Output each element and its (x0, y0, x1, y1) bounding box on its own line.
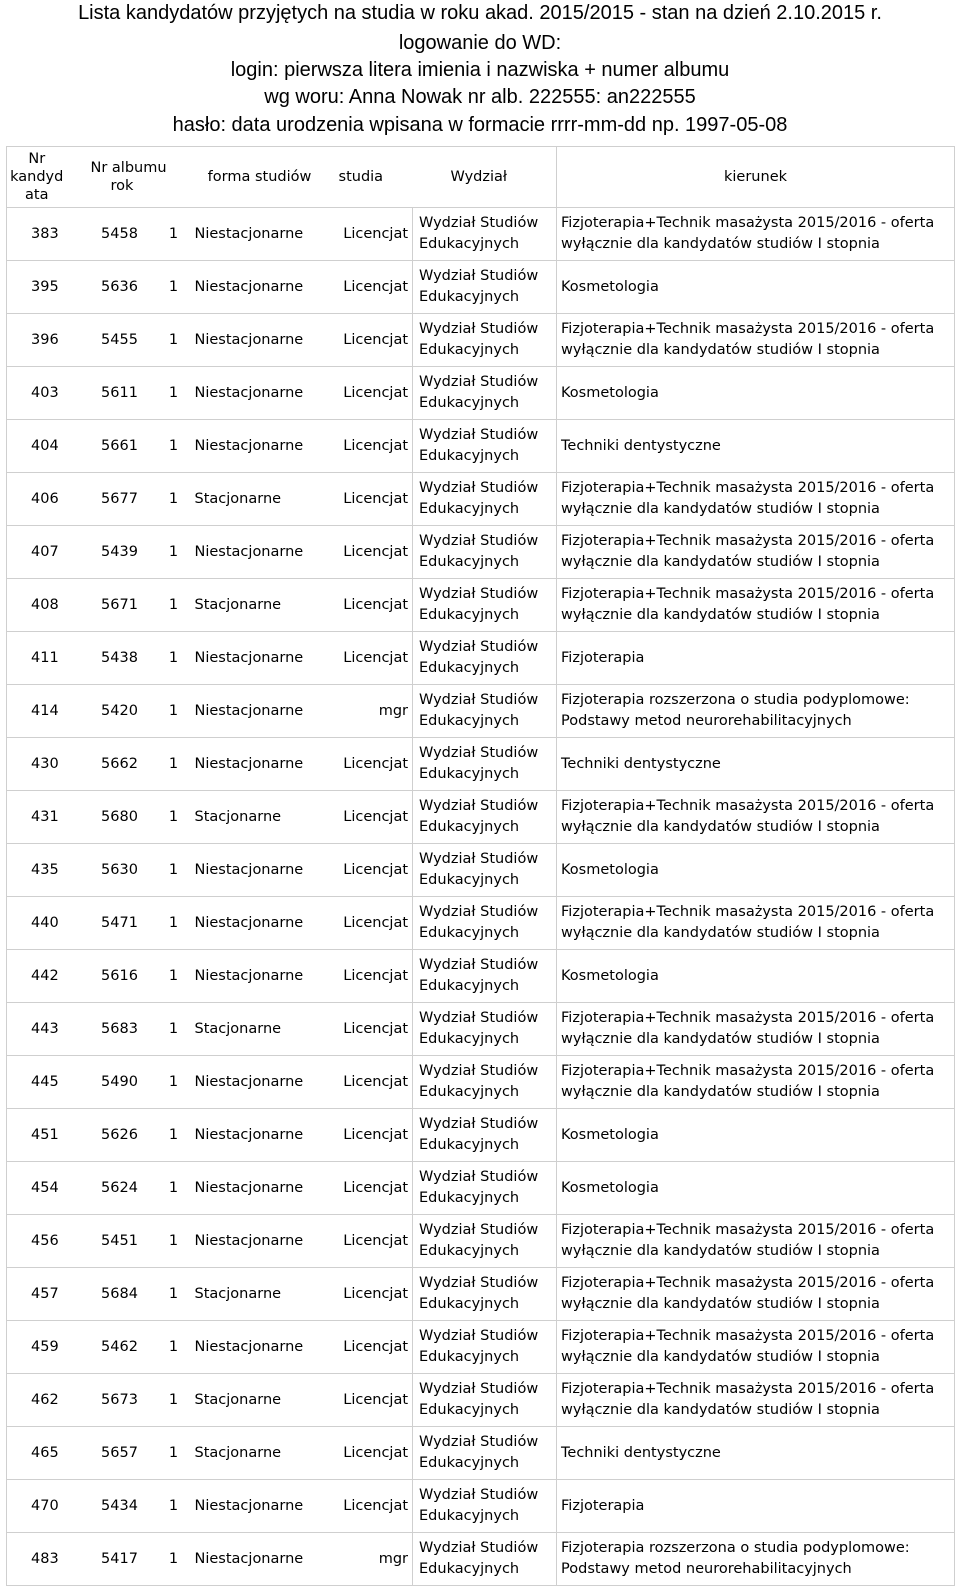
cell-studia: Licencjat (327, 632, 413, 685)
cell-rok: 1 (155, 1109, 193, 1162)
cell-album: 5434 (85, 1480, 155, 1533)
cell-forma: Stacjonarne (193, 473, 327, 526)
cell-nr: 408 (7, 579, 85, 632)
cell-nr: 411 (7, 632, 85, 685)
cell-kierunek: Fizjoterapia (557, 632, 955, 685)
table-row (7, 1162, 955, 1215)
cell-wydzial: Wydział Studiów Edukacyjnych (413, 685, 557, 738)
table-header (7, 147, 955, 208)
cell-album: 5451 (85, 1215, 155, 1268)
cell-rok: 1 (155, 1162, 193, 1215)
cell-wydzial: Wydział Studiów Edukacyjnych (413, 261, 557, 314)
cell-wydzial: Wydział Studiów Edukacyjnych (413, 1533, 557, 1586)
cell-forma: Niestacjonarne (193, 1109, 327, 1162)
cell-nr: 470 (7, 1480, 85, 1533)
cell-kierunek: Techniki dentystyczne (557, 420, 955, 473)
cell-studia: Licencjat (327, 897, 413, 950)
cell-nr: 431 (7, 791, 85, 844)
cell-nr: 454 (7, 1162, 85, 1215)
cell-wydzial: Wydział Studiów Edukacyjnych (413, 420, 557, 473)
cell-rok: 1 (155, 579, 193, 632)
table-row (7, 314, 955, 367)
cell-forma: Niestacjonarne (193, 1480, 327, 1533)
cell-wydzial: Wydział Studiów Edukacyjnych (413, 1056, 557, 1109)
cell-kierunek: Fizjoterapia+Technik masażysta 2015/2016 - oferta wyłącznie dla kandydatów studiów I stopnia (557, 897, 955, 950)
cell-rok: 1 (155, 208, 193, 261)
table-row (7, 1533, 955, 1586)
cell-wydzial: Wydział Studiów Edukacyjnych (413, 791, 557, 844)
table-row (7, 1480, 955, 1533)
cell-studia: Licencjat (327, 1056, 413, 1109)
cell-nr: 406 (7, 473, 85, 526)
cell-studia: Licencjat (327, 1268, 413, 1321)
table-row (7, 844, 955, 897)
cell-studia: Licencjat (327, 526, 413, 579)
cell-studia: Licencjat (327, 1374, 413, 1427)
cell-album: 5458 (85, 208, 155, 261)
cell-rok: 1 (155, 1480, 193, 1533)
cell-wydzial: Wydział Studiów Edukacyjnych (413, 1003, 557, 1056)
table-row (7, 950, 955, 1003)
cell-nr: 451 (7, 1109, 85, 1162)
table-row (7, 1427, 955, 1480)
cell-nr: 440 (7, 897, 85, 950)
cell-nr: 442 (7, 950, 85, 1003)
cell-studia: Licencjat (327, 1480, 413, 1533)
cell-kierunek: Fizjoterapia+Technik masażysta 2015/2016 - oferta wyłącznie dla kandydatów studiów I stopnia (557, 1374, 955, 1427)
cell-forma: Stacjonarne (193, 1003, 327, 1056)
table-row (7, 738, 955, 791)
cell-studia: Licencjat (327, 1321, 413, 1374)
table-row (7, 1374, 955, 1427)
cell-nr: 407 (7, 526, 85, 579)
cell-wydzial: Wydział Studiów Edukacyjnych (413, 367, 557, 420)
cell-forma: Niestacjonarne (193, 314, 327, 367)
cell-kierunek: Fizjoterapia+Technik masażysta 2015/2016 - oferta wyłącznie dla kandydatów studiów I stopnia (557, 1003, 955, 1056)
cell-forma: Niestacjonarne (193, 367, 327, 420)
table-row (7, 685, 955, 738)
cell-kierunek: Fizjoterapia rozszerzona o studia podyplomowe: Podstawy metod neurorehabilitacyjnych (557, 685, 955, 738)
cell-nr: 483 (7, 1533, 85, 1586)
cell-kierunek: Kosmetologia (557, 367, 955, 420)
cell-rok: 1 (155, 1374, 193, 1427)
cell-album: 5471 (85, 897, 155, 950)
cell-wydzial: Wydział Studiów Edukacyjnych (413, 1321, 557, 1374)
cell-album: 5657 (85, 1427, 155, 1480)
cell-rok: 1 (155, 526, 193, 579)
table-row (7, 473, 955, 526)
table-row (7, 367, 955, 420)
col-album-header (85, 147, 193, 208)
cell-kierunek: Kosmetologia (557, 844, 955, 897)
cell-forma: Niestacjonarne (193, 1533, 327, 1586)
cell-wydzial: Wydział Studiów Edukacyjnych (413, 1215, 557, 1268)
cell-forma: Niestacjonarne (193, 1056, 327, 1109)
cell-wydzial: Wydział Studiów Edukacyjnych (413, 738, 557, 791)
col-forma-header: forma studiów (193, 147, 327, 208)
table-row (7, 1003, 955, 1056)
cell-nr: 456 (7, 1215, 85, 1268)
cell-studia: Licencjat (327, 1109, 413, 1162)
cell-album: 5439 (85, 526, 155, 579)
cell-rok: 1 (155, 1427, 193, 1480)
cell-rok: 1 (155, 314, 193, 367)
cell-kierunek: Fizjoterapia+Technik masażysta 2015/2016 - oferta wyłącznie dla kandydatów studiów I stopnia (557, 579, 955, 632)
cell-forma: Niestacjonarne (193, 261, 327, 314)
cell-album: 5630 (85, 844, 155, 897)
cell-forma: Stacjonarne (193, 579, 327, 632)
cell-album: 5438 (85, 632, 155, 685)
cell-kierunek: Kosmetologia (557, 1109, 955, 1162)
table-row (7, 261, 955, 314)
cell-studia: Licencjat (327, 791, 413, 844)
cell-kierunek: Fizjoterapia+Technik masażysta 2015/2016 - oferta wyłącznie dla kandydatów studiów I stopnia (557, 1268, 955, 1321)
cell-wydzial: Wydział Studiów Edukacyjnych (413, 526, 557, 579)
cell-nr: 414 (7, 685, 85, 738)
cell-studia: Licencjat (327, 314, 413, 367)
cell-album: 5636 (85, 261, 155, 314)
cell-rok: 1 (155, 844, 193, 897)
cell-forma: Stacjonarne (193, 1427, 327, 1480)
cell-rok: 1 (155, 632, 193, 685)
cell-rok: 1 (155, 1215, 193, 1268)
cell-album: 5455 (85, 314, 155, 367)
cell-kierunek: Fizjoterapia rozszerzona o studia podyplomowe: Podstawy metod neurorehabilitacyjnych (557, 1533, 955, 1586)
cell-studia: Licencjat (327, 1215, 413, 1268)
cell-forma: Niestacjonarne (193, 526, 327, 579)
cell-nr: 457 (7, 1268, 85, 1321)
cell-studia: Licencjat (327, 738, 413, 791)
cell-nr: 395 (7, 261, 85, 314)
cell-studia: mgr (327, 1533, 413, 1586)
cell-studia: Licencjat (327, 420, 413, 473)
cell-forma: Niestacjonarne (193, 1215, 327, 1268)
cell-album: 5417 (85, 1533, 155, 1586)
col-studia-header: studia (327, 147, 413, 208)
login-rule: login: pierwsza litera imienia i nazwiska + numer albumu (230, 59, 730, 81)
cell-rok: 1 (155, 1533, 193, 1586)
cell-rok: 1 (155, 738, 193, 791)
cell-wydzial: Wydział Studiów Edukacyjnych (413, 1480, 557, 1533)
cell-rok: 1 (155, 1321, 193, 1374)
cell-nr: 383 (7, 208, 85, 261)
cell-nr: 403 (7, 367, 85, 420)
table-row (7, 420, 955, 473)
cell-studia: Licencjat (327, 261, 413, 314)
table-row (7, 897, 955, 950)
cell-studia: Licencjat (327, 579, 413, 632)
cell-album: 5616 (85, 950, 155, 1003)
cell-forma: Niestacjonarne (193, 738, 327, 791)
cell-studia: mgr (327, 685, 413, 738)
table-row (7, 1268, 955, 1321)
cell-wydzial: Wydział Studiów Edukacyjnych (413, 314, 557, 367)
cell-rok: 1 (155, 1056, 193, 1109)
cell-kierunek: Fizjoterapia+Technik masażysta 2015/2016 - oferta wyłącznie dla kandydatów studiów I stopnia (557, 208, 955, 261)
table-row (7, 579, 955, 632)
cell-album: 5677 (85, 473, 155, 526)
cell-album: 5662 (85, 738, 155, 791)
cell-wydzial: Wydział Studiów Edukacyjnych (413, 1374, 557, 1427)
cell-forma: Stacjonarne (193, 1268, 327, 1321)
cell-rok: 1 (155, 1003, 193, 1056)
table-row (7, 1056, 955, 1109)
table-row (7, 1321, 955, 1374)
col-album-label: Nr albumu (90, 160, 167, 176)
cell-forma: Niestacjonarne (193, 950, 327, 1003)
cell-forma: Stacjonarne (193, 791, 327, 844)
cell-album: 5683 (85, 1003, 155, 1056)
password-rule: hasło: data urodzenia wpisana w formacie rrrr-mm-dd np. 1997-05-08 (172, 114, 788, 136)
cell-album: 5673 (85, 1374, 155, 1427)
cell-kierunek: Kosmetologia (557, 1162, 955, 1215)
col-nr-header: Nr kandydata (7, 147, 85, 208)
cell-kierunek: Fizjoterapia+Technik masażysta 2015/2016 - oferta wyłącznie dla kandydatów studiów I stopnia (557, 791, 955, 844)
login-example: wg woru: Anna Nowak nr alb. 222555: an222555 (264, 86, 696, 108)
cell-rok: 1 (155, 473, 193, 526)
cell-rok: 1 (155, 261, 193, 314)
cell-nr: 465 (7, 1427, 85, 1480)
cell-album: 5611 (85, 367, 155, 420)
cell-kierunek: Fizjoterapia+Technik masażysta 2015/2016 - oferta wyłącznie dla kandydatów studiów I stopnia (557, 1321, 955, 1374)
cell-album: 5671 (85, 579, 155, 632)
col-wydzial-header: Wydział (413, 147, 557, 208)
cell-kierunek: Techniki dentystyczne (557, 1427, 955, 1480)
candidates-table (6, 146, 955, 1586)
page-title: Lista kandydatów przyjętych na studia w roku akad. 2015/2015 - stan na dzień 2.10.2015 r. (78, 2, 882, 24)
cell-rok: 1 (155, 367, 193, 420)
cell-rok: 1 (155, 897, 193, 950)
cell-album: 5624 (85, 1162, 155, 1215)
cell-rok: 1 (155, 420, 193, 473)
cell-kierunek: Fizjoterapia+Technik masażysta 2015/2016 - oferta wyłącznie dla kandydatów studiów I stopnia (557, 314, 955, 367)
cell-studia: Licencjat (327, 950, 413, 1003)
cell-studia: Licencjat (327, 1003, 413, 1056)
cell-forma: Stacjonarne (193, 1374, 327, 1427)
cell-kierunek: Fizjoterapia+Technik masażysta 2015/2016 - oferta wyłącznie dla kandydatów studiów I stopnia (557, 1215, 955, 1268)
cell-forma: Niestacjonarne (193, 897, 327, 950)
cell-rok: 1 (155, 791, 193, 844)
cell-rok: 1 (155, 685, 193, 738)
cell-wydzial: Wydział Studiów Edukacyjnych (413, 632, 557, 685)
cell-album: 5420 (85, 685, 155, 738)
cell-forma: Niestacjonarne (193, 1321, 327, 1374)
cell-studia: Licencjat (327, 1162, 413, 1215)
col-kierunek-header: kierunek (557, 147, 955, 208)
table-row (7, 1109, 955, 1162)
cell-forma: Niestacjonarne (193, 420, 327, 473)
cell-nr: 443 (7, 1003, 85, 1056)
cell-nr: 435 (7, 844, 85, 897)
table-row (7, 791, 955, 844)
col-rok-label: rok (110, 178, 134, 194)
cell-studia: Licencjat (327, 844, 413, 897)
cell-kierunek: Fizjoterapia+Technik masażysta 2015/2016 - oferta wyłącznie dla kandydatów studiów I stopnia (557, 526, 955, 579)
cell-nr: 459 (7, 1321, 85, 1374)
cell-album: 5490 (85, 1056, 155, 1109)
cell-kierunek: Kosmetologia (557, 950, 955, 1003)
cell-kierunek: Fizjoterapia+Technik masażysta 2015/2016 - oferta wyłącznie dla kandydatów studiów I stopnia (557, 1056, 955, 1109)
cell-kierunek: Fizjoterapia+Technik masażysta 2015/2016 - oferta wyłącznie dla kandydatów studiów I stopnia (557, 473, 955, 526)
cell-wydzial: Wydział Studiów Edukacyjnych (413, 844, 557, 897)
cell-studia: Licencjat (327, 473, 413, 526)
cell-wydzial: Wydział Studiów Edukacyjnych (413, 1109, 557, 1162)
cell-forma: Niestacjonarne (193, 1162, 327, 1215)
cell-wydzial: Wydział Studiów Edukacyjnych (413, 897, 557, 950)
cell-nr: 430 (7, 738, 85, 791)
cell-album: 5661 (85, 420, 155, 473)
cell-forma: Niestacjonarne (193, 632, 327, 685)
cell-wydzial: Wydział Studiów Edukacyjnych (413, 1427, 557, 1480)
login-heading: logowanie do WD: (398, 32, 562, 54)
cell-forma: Niestacjonarne (193, 208, 327, 261)
cell-studia: Licencjat (327, 1427, 413, 1480)
cell-studia: Licencjat (327, 208, 413, 261)
cell-wydzial: Wydział Studiów Edukacyjnych (413, 208, 557, 261)
table-row (7, 208, 955, 261)
table-row (7, 632, 955, 685)
cell-kierunek: Kosmetologia (557, 261, 955, 314)
cell-rok: 1 (155, 1268, 193, 1321)
cell-forma: Niestacjonarne (193, 685, 327, 738)
cell-wydzial: Wydział Studiów Edukacyjnych (413, 473, 557, 526)
cell-nr: 404 (7, 420, 85, 473)
cell-studia: Licencjat (327, 367, 413, 420)
cell-wydzial: Wydział Studiów Edukacyjnych (413, 1162, 557, 1215)
cell-rok: 1 (155, 950, 193, 1003)
cell-album: 5684 (85, 1268, 155, 1321)
cell-album: 5462 (85, 1321, 155, 1374)
table-row (7, 1215, 955, 1268)
cell-kierunek: Fizjoterapia (557, 1480, 955, 1533)
cell-album: 5626 (85, 1109, 155, 1162)
cell-nr: 445 (7, 1056, 85, 1109)
table-body (7, 208, 955, 1586)
cell-kierunek: Techniki dentystyczne (557, 738, 955, 791)
cell-nr: 396 (7, 314, 85, 367)
cell-nr: 462 (7, 1374, 85, 1427)
cell-album: 5680 (85, 791, 155, 844)
cell-wydzial: Wydział Studiów Edukacyjnych (413, 950, 557, 1003)
cell-forma: Niestacjonarne (193, 844, 327, 897)
table-row (7, 526, 955, 579)
cell-wydzial: Wydział Studiów Edukacyjnych (413, 1268, 557, 1321)
cell-wydzial: Wydział Studiów Edukacyjnych (413, 579, 557, 632)
